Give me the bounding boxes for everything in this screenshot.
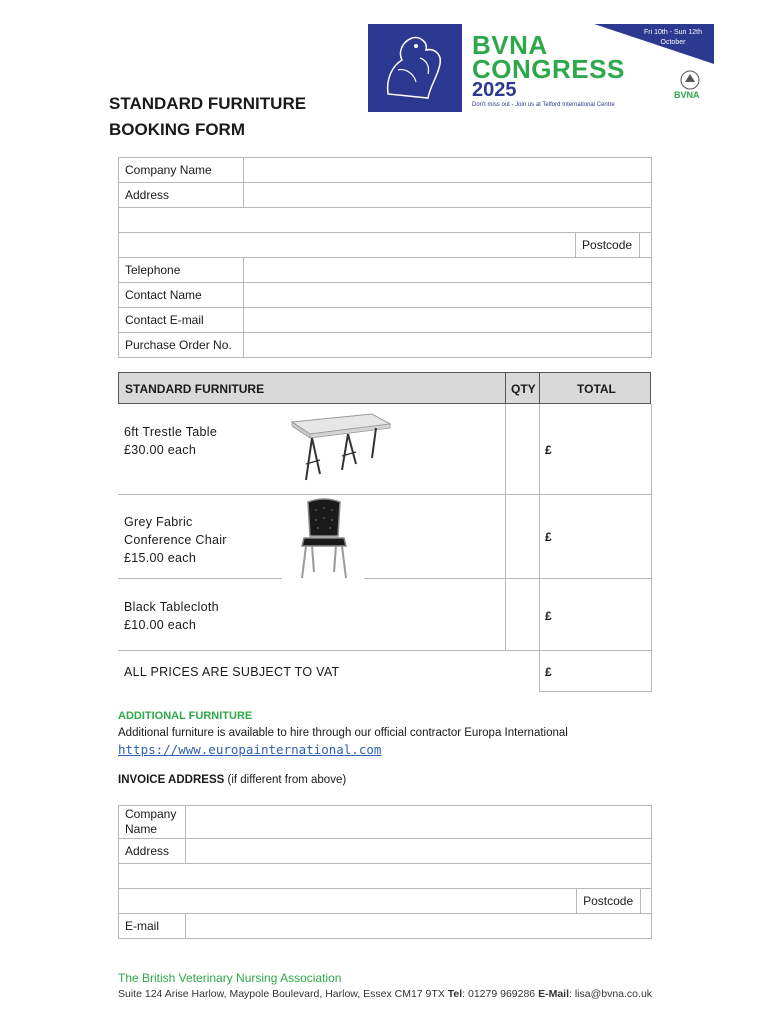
qty-column-line: [505, 404, 506, 650]
row-line-3: [118, 650, 651, 651]
furniture-header-label: STANDARD FURNITURE: [125, 382, 265, 396]
item-tablecloth-price: £10.00 each: [124, 618, 197, 632]
item-trestle-name: 6ft Trestle Table: [124, 425, 218, 439]
item-chair-name-1: Grey Fabric: [124, 515, 193, 529]
additional-furniture-heading: ADDITIONAL FURNITURE: [118, 710, 253, 722]
item-trestle-price: £30.00 each: [124, 443, 197, 457]
invoice-postcode-field[interactable]: [641, 889, 652, 914]
banner-year: 2025: [472, 79, 517, 101]
invoice-address-field-1[interactable]: [186, 839, 652, 864]
invoice-heading-rest: (if different from above): [224, 774, 347, 786]
invoice-postcode-label: Postcode: [577, 889, 641, 914]
invoice-email-field[interactable]: [186, 914, 652, 939]
footer-address: [118, 988, 652, 1000]
bvna-badge-icon: [670, 68, 710, 108]
item-chair-name-2: Conference Chair: [124, 533, 227, 547]
bvna-badge-text: BVNA: [674, 90, 700, 100]
footer-email-label: E-Mail: [538, 988, 569, 1000]
banner-title-congress: CONGRESS: [472, 54, 625, 84]
company-name-field[interactable]: [244, 158, 652, 183]
contact-name-field[interactable]: [244, 283, 652, 308]
row-line-1: [118, 494, 505, 495]
contact-email-field[interactable]: [244, 308, 652, 333]
invoice-company-label: [119, 806, 186, 839]
invoice-heading: [118, 774, 346, 786]
invoice-company-label-2: Name: [125, 822, 158, 836]
address-field-1[interactable]: [244, 183, 652, 208]
invoice-address-field-2[interactable]: [119, 864, 652, 889]
address-field-3[interactable]: [119, 233, 576, 258]
po-field[interactable]: [244, 333, 652, 358]
title-line-2: BOOKING FORM: [109, 120, 245, 139]
invoice-company-field[interactable]: [186, 806, 652, 839]
invoice-address-table: [118, 805, 652, 939]
address-label: Address: [119, 183, 244, 208]
title-line-1: STANDARD FURNITURE: [109, 94, 307, 113]
lion-unicorn-logo-icon: [368, 24, 462, 112]
congress-banner: [368, 24, 714, 112]
vat-note: ALL PRICES ARE SUBJECT TO VAT: [124, 665, 340, 679]
invoice-company-label-1: Company: [125, 807, 177, 821]
row-line-1b: [505, 494, 651, 495]
company-name-label: Company Name: [119, 158, 244, 183]
row-line-2a: [118, 578, 282, 579]
invoice-address-field-3[interactable]: [119, 889, 577, 914]
item-chair-total[interactable]: £: [545, 530, 552, 544]
trestle-table-icon: [286, 412, 394, 489]
contact-email-label: Contact E-mail: [119, 308, 244, 333]
footer-tel: : 01279 969286: [462, 988, 536, 1000]
header-divider-qty: [505, 372, 506, 404]
item-chair-price: £15.00 each: [124, 551, 197, 565]
postcode-field[interactable]: [640, 233, 652, 258]
invoice-email-label: E-mail: [119, 914, 186, 939]
po-label: Purchase Order No.: [119, 333, 244, 358]
footer-tel-label: Tel: [447, 988, 463, 1000]
contact-name-label: Contact Name: [119, 283, 244, 308]
invoice-address-label: Address: [119, 839, 186, 864]
additional-furniture-text: Additional furniture is available to hire through our official contractor Europa International: [118, 727, 568, 739]
item-tablecloth: [124, 598, 219, 634]
conference-chair-icon: [296, 496, 352, 587]
furniture-table-header: [118, 372, 651, 404]
grand-total[interactable]: £: [545, 665, 552, 679]
footer-email[interactable]: : lisa@bvna.co.uk: [569, 988, 653, 1000]
footer-org: The British Veterinary Nursing Association: [118, 971, 342, 985]
invoice-heading-bold: INVOICE ADDRESS: [118, 774, 225, 786]
telephone-label: Telephone: [119, 258, 244, 283]
footer-addr-text: Suite 124 Arise Harlow, Maypole Boulevard, Harlow, Essex CM17 9TX: [118, 988, 445, 1000]
telephone-field[interactable]: [244, 258, 652, 283]
header-divider-total: [539, 372, 540, 404]
banner-tagline: Don't miss out - Join us at Telford International Centre: [472, 102, 615, 108]
row-line-4: [539, 691, 651, 692]
item-trestle-total[interactable]: £: [545, 443, 552, 457]
total-header: TOTAL: [577, 382, 616, 396]
banner-title-bvna: BVNA: [472, 30, 548, 60]
europa-link[interactable]: https://www.europainternational.com: [118, 742, 382, 757]
item-tablecloth-total[interactable]: £: [545, 609, 552, 623]
banner-dates: Fri 10th - Sun 12th October: [644, 29, 702, 46]
page-title: [109, 91, 306, 143]
right-border-line: [651, 404, 652, 692]
company-details-table: [118, 157, 652, 358]
item-tablecloth-name: Black Tablecloth: [124, 600, 219, 614]
postcode-label: Postcode: [576, 233, 640, 258]
item-chair: [124, 513, 227, 567]
item-trestle-table: [124, 423, 217, 459]
address-field-2[interactable]: [119, 208, 652, 233]
total-column-line: [539, 404, 540, 692]
row-line-2c: [505, 578, 651, 579]
qty-header: QTY: [511, 382, 536, 396]
row-line-2b: [364, 578, 505, 579]
